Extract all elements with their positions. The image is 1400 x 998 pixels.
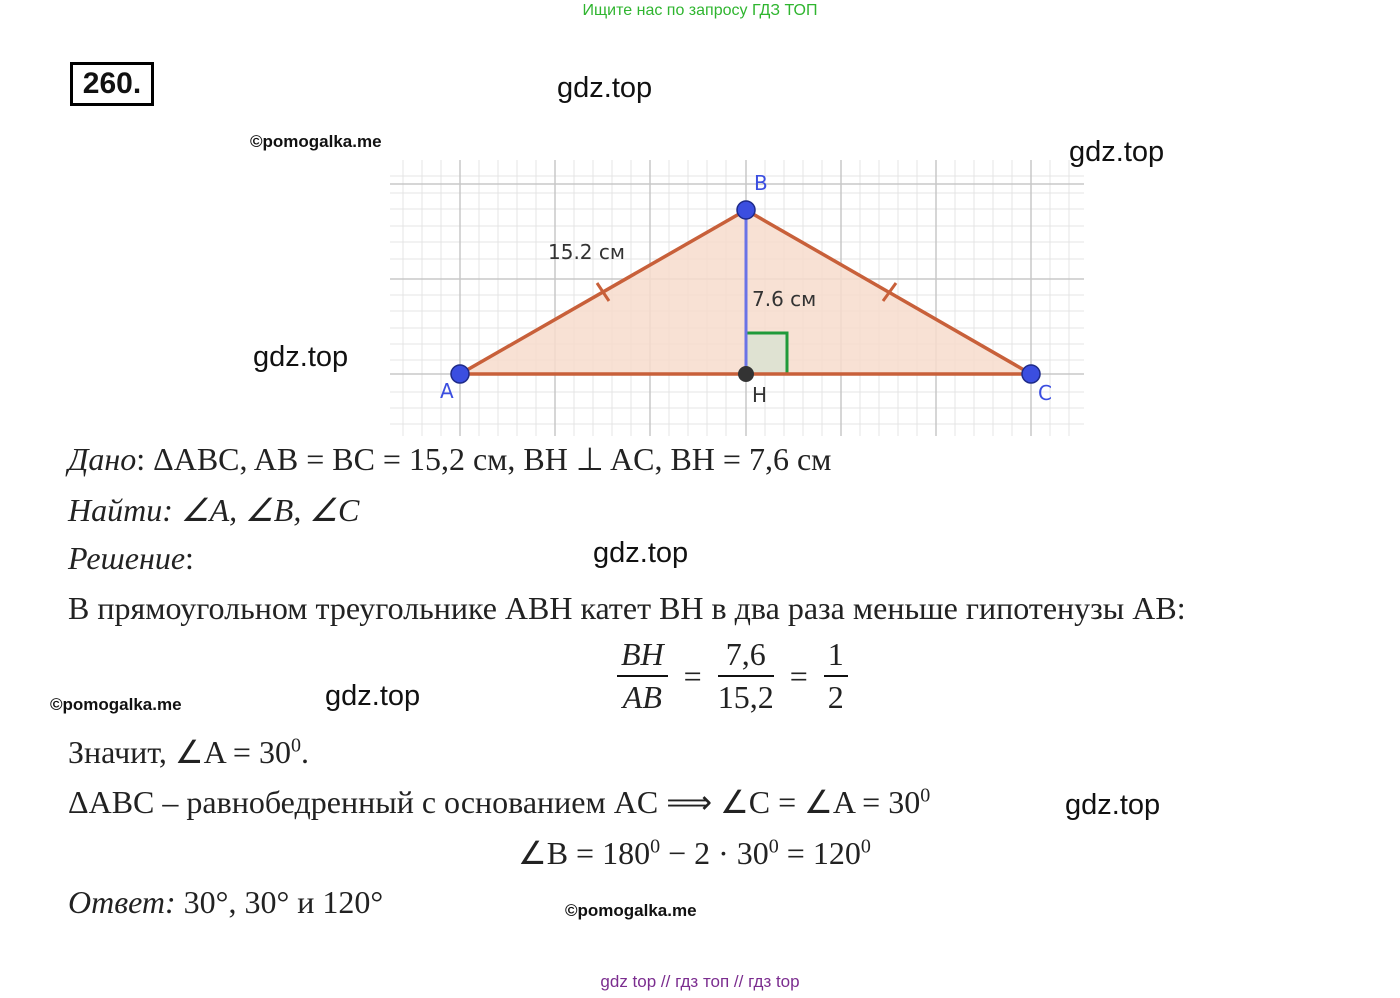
answer-line bbox=[68, 884, 383, 921]
answer-text: 30°, 30° и 120° bbox=[175, 884, 384, 920]
solution-colon: : bbox=[185, 540, 194, 576]
watermark-pomogalka: ©pomogalka.me bbox=[565, 901, 697, 920]
degree-sup: 0 bbox=[860, 835, 871, 858]
angle-b-part: ∠B = 180 bbox=[518, 835, 651, 871]
isosceles-text: ΔABC – равнобедренный с основанием AC ⟹ ∠C = ∠A = 30 bbox=[68, 784, 921, 820]
watermark-gdz: gdz.top bbox=[557, 72, 653, 104]
fraction-numerator: 1 bbox=[824, 636, 848, 677]
label-c: C bbox=[1038, 381, 1052, 405]
fraction-bh-ab bbox=[617, 636, 668, 716]
task-number: 260. bbox=[70, 62, 154, 106]
find-text: ∠A, ∠B, ∠C bbox=[172, 492, 360, 528]
degree-sup: 0 bbox=[768, 835, 779, 858]
watermark-gdz: gdz.top bbox=[325, 680, 421, 712]
label-a: A bbox=[440, 379, 454, 403]
degree-sup: 0 bbox=[290, 734, 301, 757]
fraction-numerator: BH bbox=[617, 636, 668, 677]
angle-b-part: − 2 · 30 bbox=[660, 835, 769, 871]
watermark-gdz: gdz.top bbox=[1065, 789, 1161, 821]
ratio-equation: $\frac{BH}{AB}$ = $\frac{7,6}{15,2}$ = $\frac{1}{2}$ bbox=[617, 636, 848, 716]
fraction-denominator: 2 bbox=[827, 679, 844, 715]
degree-sup: 0 bbox=[650, 835, 661, 858]
angle-b-part: = 120 bbox=[778, 835, 861, 871]
point-a bbox=[451, 365, 469, 383]
solution-statement: В прямоугольном треугольнике ABH катет BH в два раза меньше гипотенузы AB: bbox=[68, 590, 1186, 626]
given-text: : ΔABC, AB = BC = 15,2 см, BH ⊥ AC, BH = 7,6 см bbox=[136, 441, 832, 477]
point-b bbox=[737, 201, 755, 219]
watermark-gdz: gdz.top bbox=[593, 537, 689, 569]
fraction-denominator: AB bbox=[622, 679, 662, 715]
answer-label: Ответ: bbox=[68, 884, 176, 920]
solution-heading bbox=[68, 540, 194, 577]
isosceles-line bbox=[68, 783, 930, 821]
conclusion-suffix: . bbox=[300, 734, 309, 770]
fraction-result bbox=[824, 636, 848, 716]
solution-label: Решение bbox=[68, 540, 186, 576]
fraction-values bbox=[718, 636, 774, 716]
label-b: B bbox=[754, 171, 768, 195]
fraction-denominator: 15,2 bbox=[717, 679, 774, 715]
height-length-label: 7.6 см bbox=[752, 287, 817, 311]
point-h bbox=[738, 366, 754, 382]
triangle-figure bbox=[390, 160, 1084, 436]
right-angle-mark bbox=[746, 333, 787, 374]
conclusion-line bbox=[68, 733, 309, 771]
given-label: Дано bbox=[68, 441, 137, 477]
watermark-gdz: gdz.top bbox=[253, 341, 349, 373]
fraction-numerator: 7,6 bbox=[718, 636, 774, 677]
conclusion-text: Значит, ∠A = 30 bbox=[68, 734, 291, 770]
find-line bbox=[68, 491, 359, 529]
find-label: Найти: bbox=[68, 492, 173, 528]
watermark-gdz: gdz.top bbox=[1069, 136, 1165, 168]
given-line bbox=[68, 440, 831, 478]
top-banner: Ищите нас по запросу ГДЗ ТОП bbox=[582, 2, 818, 19]
side-length-label: 15.2 см bbox=[548, 240, 625, 264]
label-h: H bbox=[752, 383, 768, 407]
footer-links[interactable]: gdz top // гдз топ // гдз top bbox=[600, 972, 800, 991]
watermark-pomogalka: ©pomogalka.me bbox=[250, 132, 382, 151]
degree-sup: 0 bbox=[920, 784, 931, 807]
angle-b-equation bbox=[518, 834, 871, 872]
watermark-pomogalka: ©pomogalka.me bbox=[50, 695, 182, 714]
